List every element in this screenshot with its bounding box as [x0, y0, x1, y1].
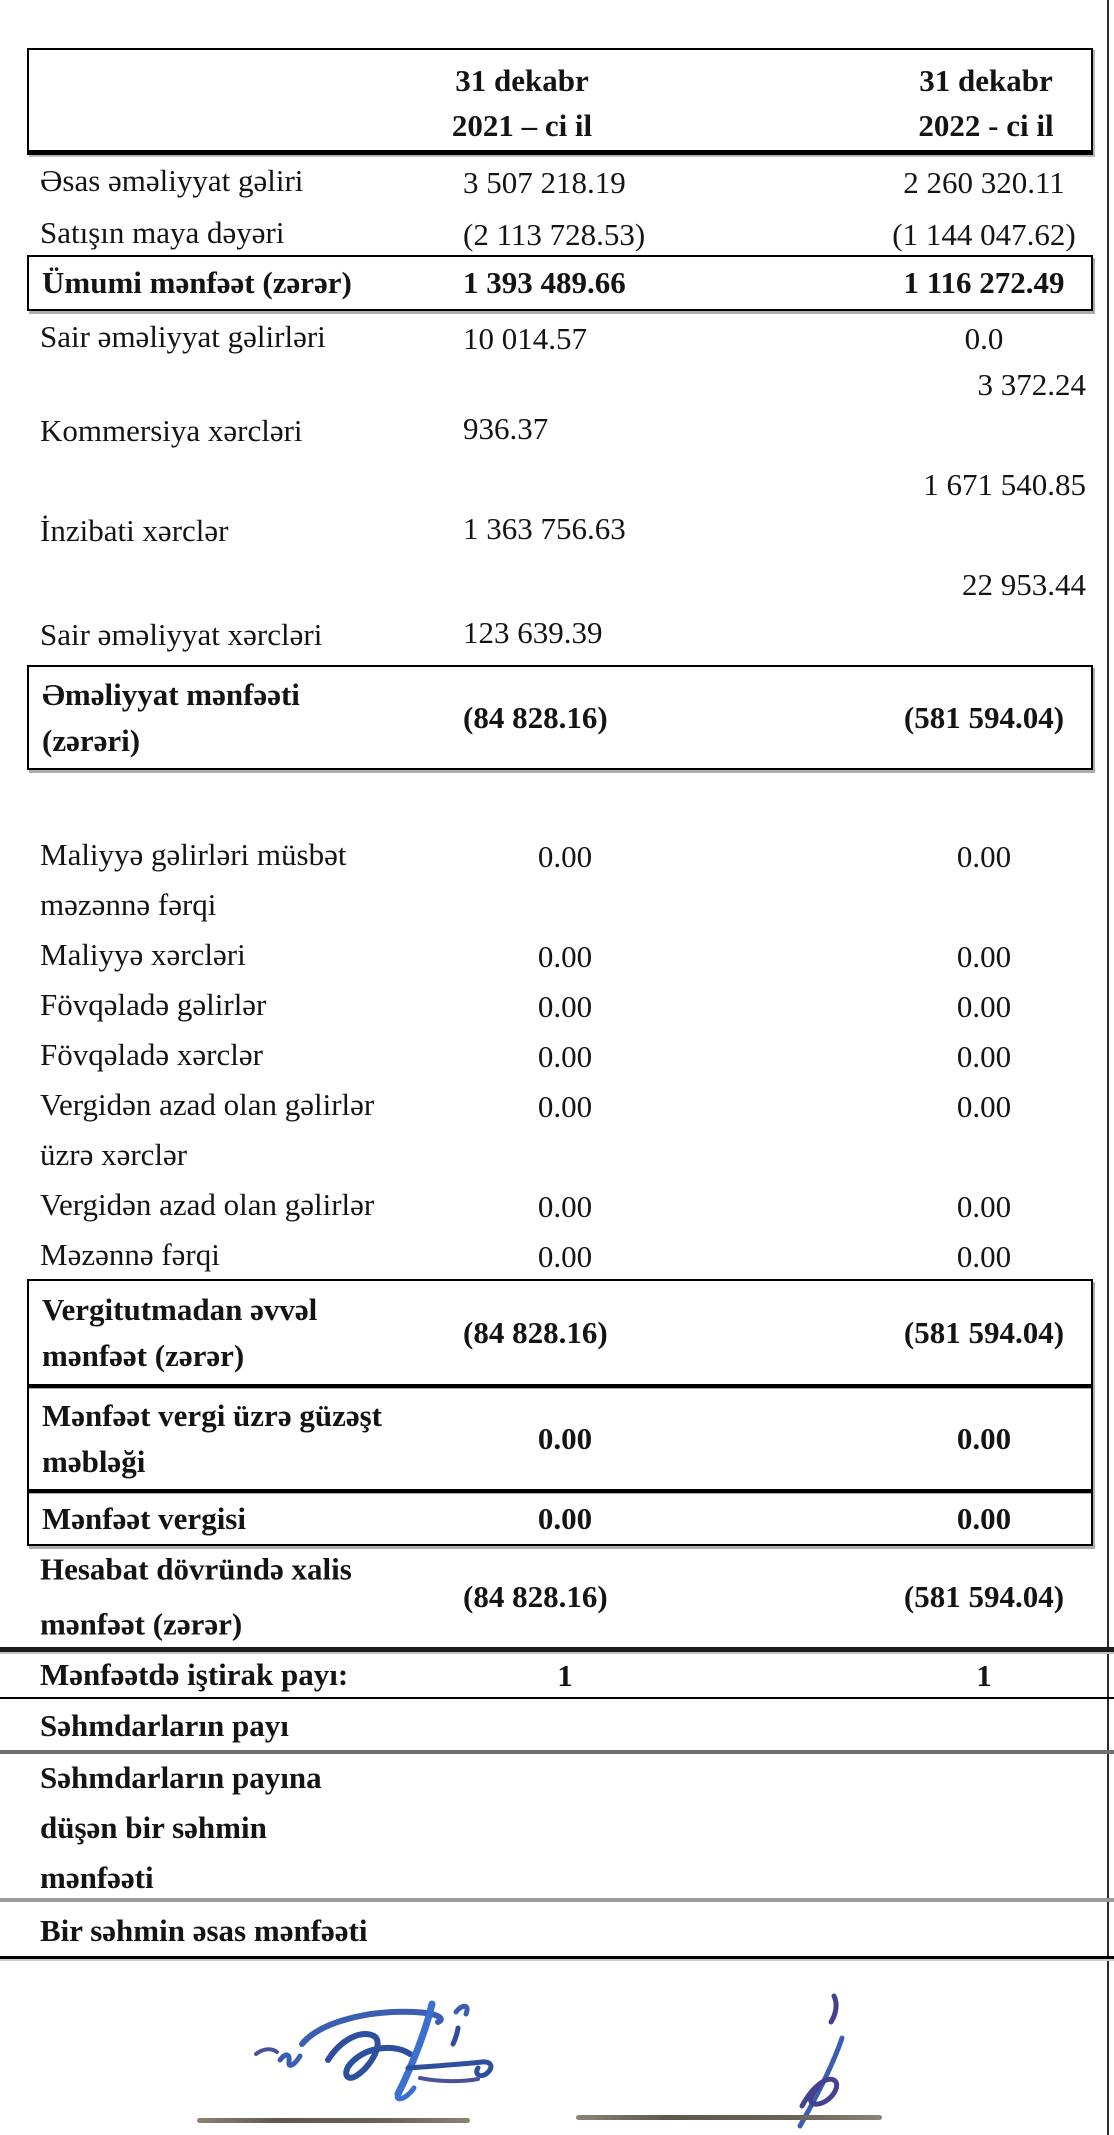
value-2021: 1 393 489.66	[463, 265, 626, 300]
table-row	[27, 255, 1093, 311]
table-row	[0, 1546, 1114, 1652]
row-label: Vergitutmadan əvvəl mənfəət (zərər)	[42, 1291, 318, 1373]
column-header-line: 31 dekabr	[919, 63, 1053, 98]
row-label: Fövqəladə xərclər	[40, 1037, 263, 1072]
column-header-line: 2022 - ci il	[918, 108, 1054, 143]
value-2021: 1 363 756.63	[463, 511, 626, 546]
value-2021: (84 828.16)	[463, 1314, 608, 1350]
table-row	[0, 155, 1114, 207]
value-2021: 0.00	[537, 839, 593, 874]
value-2022: 0.00	[956, 989, 1012, 1024]
column-header-line: 31 dekabr	[455, 63, 589, 98]
value-2021: 10 014.57	[463, 321, 587, 356]
table-row	[0, 1754, 1114, 1902]
row-label: Maliyyə gəlirləri müsbət məzənnə fərqi	[40, 837, 347, 922]
row-label: Maliyyə xərcləri	[40, 937, 246, 972]
value-2022: 1	[976, 1658, 992, 1693]
table-row	[0, 311, 1114, 361]
value-2022: 0.00	[956, 1239, 1012, 1274]
table-header	[27, 48, 1093, 155]
value-2022: 0.00	[956, 1189, 1012, 1224]
row-label: Sair əməliyyat gəlirləri	[40, 319, 326, 354]
table-row	[27, 1386, 1093, 1491]
value-2022: 0.00	[956, 939, 1012, 974]
value-2021: (84 828.16)	[463, 1578, 608, 1614]
value-2021: 0.00	[537, 1039, 593, 1074]
table-row	[0, 1079, 1114, 1179]
row-label: İnzibati xərclər	[40, 513, 229, 548]
value-2022: 0.00	[956, 839, 1012, 874]
row-label: Sair əməliyyat xərcləri	[40, 617, 323, 652]
row-label: Vergidən azad olan gəlirlər	[40, 1187, 375, 1222]
value-2022: 2 260 320.11	[903, 165, 1065, 200]
table-row	[0, 361, 1114, 461]
row-label: Məzənnə fərqi	[40, 1237, 220, 1272]
table-row	[0, 1902, 1114, 1959]
signature-line-left	[197, 2118, 470, 2123]
value-2021: (2 113 728.53)	[463, 217, 646, 252]
row-label: Səhmdarların payına düşən bir səhmin mənfəəti	[40, 1760, 322, 1895]
value-2022: 0.00	[956, 1089, 1012, 1124]
value-2022: 3 372.24	[977, 367, 1086, 402]
row-label: Vergidən azad olan gəlirlər üzrə xərclər	[40, 1087, 375, 1172]
value-2021: 1	[557, 1658, 573, 1693]
value-2021: 0.00	[537, 939, 593, 974]
value-2022: (1 144 047.62)	[892, 217, 1076, 252]
signature-area	[0, 1962, 1114, 2135]
value-2022: 0.00	[956, 1500, 1012, 1536]
table-row	[27, 665, 1093, 770]
column-header-2021	[417, 58, 627, 148]
table-row	[0, 1699, 1114, 1754]
table-row	[0, 561, 1114, 665]
row-label: Əsas əməliyyat gəliri	[40, 163, 304, 198]
table-row	[0, 829, 1114, 929]
column-header-line: 2021 – ci il	[451, 108, 593, 143]
table-gap	[0, 770, 1114, 829]
table-row	[0, 1229, 1114, 1279]
value-2021: 0.00	[537, 1500, 593, 1536]
value-2022: 0.00	[956, 1039, 1012, 1074]
value-2021: 123 639.39	[463, 615, 603, 650]
value-2021: 936.37	[463, 411, 549, 446]
value-2021: (84 828.16)	[463, 699, 608, 735]
statement-rows	[0, 155, 1114, 1959]
row-label: Ümumi mənfəət (zərər)	[42, 265, 352, 300]
value-2021: 0.00	[537, 989, 593, 1024]
value-2021: 0.00	[537, 1089, 593, 1124]
row-label: Mənfəət vergi üzrə güzəşt məbləği	[42, 1397, 382, 1479]
row-label: Fövqəladə gəlirlər	[40, 987, 267, 1022]
row-label: Satışın maya dəyəri	[40, 215, 285, 250]
row-label: Hesabat dövründə xalis mənfəət (zərər)	[40, 1551, 352, 1641]
signature-line-right	[576, 2115, 882, 2120]
table-row	[0, 207, 1114, 255]
row-label: Bir səhmin əsas mənfəəti	[40, 1913, 368, 1948]
table-row	[0, 1652, 1114, 1699]
value-2021: 0.00	[537, 1189, 593, 1224]
signature-right	[768, 1990, 878, 2132]
value-2021: 3 507 218.19	[463, 165, 626, 200]
table-row	[0, 929, 1114, 979]
table-row	[27, 1491, 1093, 1546]
value-2022: 0.00	[956, 1420, 1012, 1456]
table-row	[0, 979, 1114, 1029]
row-label: Mənfəət vergisi	[42, 1500, 246, 1536]
row-label: Mənfəətdə iştirak payı:	[40, 1657, 349, 1692]
value-2022: 22 953.44	[962, 567, 1086, 602]
table-row	[27, 1279, 1093, 1386]
signature-left	[250, 1982, 500, 2107]
value-2022: (581 594.04)	[903, 1578, 1065, 1614]
value-2022: (581 594.04)	[903, 699, 1065, 735]
table-row	[0, 461, 1114, 561]
row-label: Kommersiya xərcləri	[40, 413, 303, 448]
row-label: Səhmdarların payı	[40, 1708, 289, 1743]
value-2022: 1 671 540.85	[923, 467, 1086, 502]
value-2021: 0.00	[537, 1420, 593, 1456]
table-row	[0, 1179, 1114, 1229]
table-row	[0, 1029, 1114, 1079]
value-2022: 0.0	[964, 321, 1004, 356]
value-2022: (581 594.04)	[903, 1314, 1065, 1350]
column-header-2022	[883, 58, 1089, 148]
value-2021: 0.00	[537, 1239, 593, 1274]
value-2022: 1 116 272.49	[903, 265, 1065, 300]
row-label: Əməliyyat mənfəəti (zərəri)	[42, 676, 300, 758]
